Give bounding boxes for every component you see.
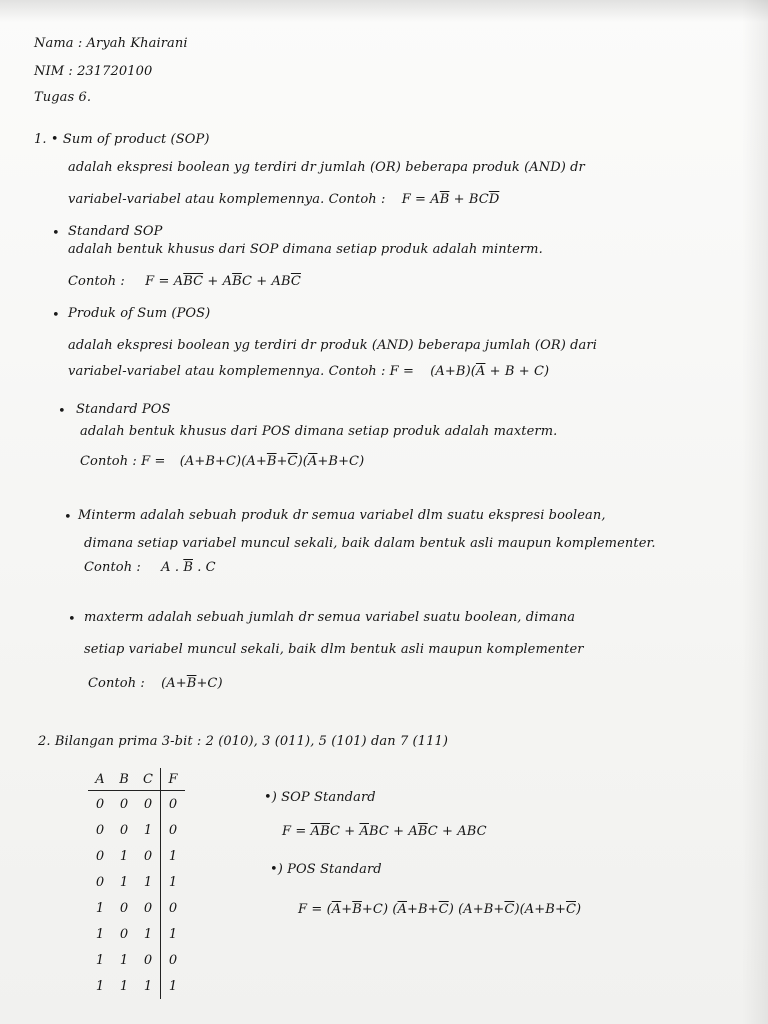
minterm-definition-line2: dimana setiap variabel muncul sekali, baik dalam bentuk asli maupun komplementer. — [84, 536, 656, 551]
truth-table-header — [88, 768, 185, 791]
cell: 0 — [95, 848, 105, 864]
col-header-a: A — [88, 768, 112, 791]
table-row — [88, 791, 185, 818]
cell: 1 — [143, 874, 153, 890]
cell: 1 — [143, 926, 153, 942]
maxterm-example: Contoh : $(A+\overline{B}+C)$ — [88, 676, 223, 691]
bullet-maxterm: • — [68, 612, 76, 627]
sop-title: 1. • Sum of product (SOP) — [34, 132, 210, 147]
table-row — [88, 817, 185, 843]
standard-sop-title: Standard SOP — [68, 224, 163, 239]
minterm-example: Contoh : A . $\overline{B}$ . C — [84, 560, 216, 575]
cell: 1 — [95, 900, 105, 916]
standard-sop-example: Contoh : $F = A\overline{BC} + A\overline{B}C + AB\overline{C}$ — [68, 274, 301, 289]
cell: 0 — [161, 947, 186, 973]
cell: 0 — [119, 900, 129, 916]
table-row — [88, 869, 185, 895]
cell: 0 — [161, 895, 186, 921]
cell: 0 — [95, 874, 105, 890]
assignment-title: Tugas 6. — [34, 90, 92, 105]
student-name: Nama : Aryah Khairani — [34, 36, 188, 51]
sop-definition-line2: variabel-variabel atau komplemennya. Contoh : $F = A\overline{B} + BC\overline{D}$ — [68, 192, 500, 207]
cell: 0 — [143, 848, 153, 864]
table-row — [88, 843, 185, 869]
cell: 1 — [143, 822, 153, 838]
cell: 1 — [161, 973, 186, 999]
cell: 0 — [119, 926, 129, 942]
top-shadow — [0, 0, 768, 22]
cell: 1 — [119, 952, 129, 968]
table-row — [88, 921, 185, 947]
sop-definition-line1: adalah ekspresi boolean yg terdiri dr jumlah (OR) beberapa produk (AND) dr — [68, 160, 585, 175]
col-header-b: B — [112, 768, 136, 791]
cell: 0 — [161, 791, 186, 818]
cell: 1 — [95, 926, 105, 942]
cell: 0 — [95, 796, 105, 812]
bullet-pos: • — [52, 308, 60, 323]
cell: 0 — [119, 822, 129, 838]
pos-definition-line1: adalah ekspresi boolean yg terdiri dr produk (AND) beberapa jumlah (OR) dari — [68, 338, 597, 353]
standard-sop-definition: adalah bentuk khusus dari SOP dimana setiap produk adalah minterm. — [68, 242, 543, 257]
cell: 1 — [143, 978, 153, 994]
sop-standard-label: •) SOP Standard — [264, 790, 376, 805]
cell: 1 — [161, 921, 186, 947]
maxterm-definition-line1: maxterm adalah sebuah jumlah dr semua variabel suatu boolean, dimana — [84, 610, 576, 625]
pos-standard-label: •) POS Standard — [270, 862, 382, 877]
standard-pos-definition: adalah bentuk khusus dari POS dimana setiap produk adalah maxterm. — [80, 424, 558, 439]
cell: 0 — [143, 952, 153, 968]
cell: 1 — [119, 978, 129, 994]
pos-definition-line2: variabel-variabel atau komplemennya. Contoh : $F = (A+B)(\overline{A} + B + C)$ — [68, 364, 550, 379]
bullet-minterm: • — [64, 510, 72, 525]
col-header-f: F — [161, 768, 186, 791]
student-nim: NIM : 231720100 — [34, 64, 153, 79]
sop-standard-expression: $F = \overline{AB}C + \overline{A}BC + A\overline{B}C$ + ABC — [282, 824, 487, 839]
table-row — [88, 973, 185, 999]
question-2-title: 2. Bilangan prima 3-bit : 2 (010), 3 (011), 5 (101) dan 7 (111) — [38, 734, 448, 749]
cell: 1 — [161, 869, 186, 895]
standard-pos-title: Standard POS — [76, 402, 171, 417]
truth-table — [88, 768, 185, 999]
cell: 0 — [143, 796, 153, 812]
pos-title: Produk of Sum (POS) — [68, 306, 211, 321]
table-row — [88, 947, 185, 973]
cell: 1 — [161, 843, 186, 869]
cell: 0 — [143, 900, 153, 916]
bullet-standard-sop: • — [52, 226, 60, 241]
cell: 1 — [119, 848, 129, 864]
maxterm-definition-line2: setiap variabel muncul sekali, baik dlm bentuk asli maupun komplementer — [84, 642, 584, 657]
cell: 0 — [119, 796, 129, 812]
sop-example: $F = A\overline{B} + BC\overline{D}$ — [401, 192, 500, 207]
cell: 1 — [119, 874, 129, 890]
standard-pos-example: Contoh : $F = (A+B+C)(A+\overline{B}+\overline{C})(\overline{A}+B+C)$ — [80, 454, 365, 469]
pos-standard-expression: $F = (\overline{A}+\overline{B}+C)$ $(\overline{A}+B+\overline{C})$ $(A+B+\overline{C})(A+B+\overline{C})$ — [298, 902, 582, 917]
cell: 0 — [161, 817, 186, 843]
minterm-definition-line1: Minterm adalah sebuah produk dr semua variabel dlm suatu ekspresi boolean, — [78, 508, 606, 523]
cell: 1 — [95, 952, 105, 968]
cell: 1 — [95, 978, 105, 994]
bullet-standard-pos: • — [58, 404, 66, 419]
table-row — [88, 895, 185, 921]
cell: 0 — [95, 822, 105, 838]
pos-example: $(A+B)(\overline{A} + B + C)$ — [430, 364, 550, 379]
col-header-c: C — [136, 768, 161, 791]
right-edge-shadow — [742, 0, 768, 1024]
